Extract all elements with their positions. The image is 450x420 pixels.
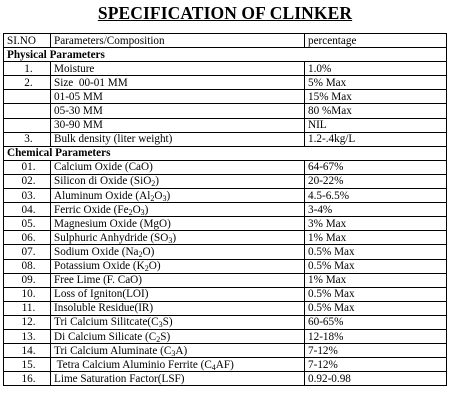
row-number: 11. xyxy=(4,301,51,315)
row-parameter: Tetra Calcium Aluminio Ferrite $(C_4AF)$ xyxy=(51,358,305,372)
row-number xyxy=(4,104,51,118)
row-number: 09. xyxy=(4,273,51,287)
row-parameter: Calcium Oxide (CaO) xyxy=(51,160,305,174)
table-row xyxy=(4,132,447,146)
header-percentage: percentage xyxy=(305,34,447,48)
header-parameters: Parameters/Composition xyxy=(51,34,305,48)
row-parameter: Tri Calcium $Silitcate(C_3S)$ xyxy=(51,315,305,329)
section-heading-physical: Physical Parameters xyxy=(4,48,447,62)
row-percentage: 0.5% Max xyxy=(305,245,447,259)
table-row xyxy=(4,245,447,259)
row-number: 15. xyxy=(4,358,51,372)
row-parameter: 05-30 MM xyxy=(51,104,305,118)
table-row xyxy=(4,174,447,188)
row-number: 13. xyxy=(4,329,51,343)
row-percentage: 1.0% xyxy=(305,62,447,76)
header-sno: SI.NO xyxy=(4,34,51,48)
table-row xyxy=(4,231,447,245)
row-percentage: 60-65% xyxy=(305,315,447,329)
row-percentage: 1% Max xyxy=(305,273,447,287)
table-row xyxy=(4,203,447,217)
row-parameter: Bulk density (liter weight) xyxy=(51,132,305,146)
row-percentage: 0.5% Max xyxy=(305,287,447,301)
row-percentage: 20-22% xyxy=(305,174,447,188)
section-row-chemical xyxy=(4,146,447,160)
specification-table xyxy=(3,33,447,386)
row-parameter: Di Calcium Silicate $(C_2S)$ xyxy=(51,329,305,343)
row-percentage: 64-67% xyxy=(305,160,447,174)
row-percentage: 0.5% Max xyxy=(305,301,447,315)
row-parameter: 01-05 MM xyxy=(51,90,305,104)
row-parameter: 30-90 MM xyxy=(51,118,305,132)
chemical-rows xyxy=(4,160,447,386)
row-percentage: 15% Max xyxy=(305,90,447,104)
row-number xyxy=(4,118,51,132)
row-percentage: 0.92-0.98 xyxy=(305,372,447,386)
row-parameter: Loss of Igniton(LOI) xyxy=(51,287,305,301)
row-number: 07. xyxy=(4,245,51,259)
table-row xyxy=(4,62,447,76)
row-parameter: Size 00-01 MM xyxy=(51,76,305,90)
table-row xyxy=(4,259,447,273)
row-number: 03. xyxy=(4,189,51,203)
row-number: 16. xyxy=(4,372,51,386)
row-parameter: Ferric Oxide $(Fe_2O_3)$ xyxy=(51,203,305,217)
row-number: 3. xyxy=(4,132,51,146)
table-row xyxy=(4,372,447,386)
table-row xyxy=(4,104,447,118)
row-number: 06. xyxy=(4,231,51,245)
section-heading-chemical: Chemical Parameters xyxy=(4,146,447,160)
section-row-physical xyxy=(4,48,447,62)
row-percentage: 3-4% xyxy=(305,203,447,217)
row-number: 05. xyxy=(4,217,51,231)
table-row xyxy=(4,160,447,174)
row-parameter: Tri Calcium Aluminate $(C_3A)$ xyxy=(51,344,305,358)
row-percentage: 3% Max xyxy=(305,217,447,231)
row-number: 02. xyxy=(4,174,51,188)
table-header-row xyxy=(4,34,447,48)
table-row xyxy=(4,90,447,104)
table-row xyxy=(4,217,447,231)
table-row xyxy=(4,344,447,358)
row-percentage: 1% Max xyxy=(305,231,447,245)
row-parameter: Silicon di Oxide (SiO$_2$) xyxy=(51,174,305,188)
row-number: 01. xyxy=(4,160,51,174)
row-parameter: Potassium Oxide $(K_2O)$ xyxy=(51,259,305,273)
table-row xyxy=(4,301,447,315)
table-row xyxy=(4,315,447,329)
row-percentage: 7-12% xyxy=(305,358,447,372)
row-parameter: Lime Saturation Factor(LSF) xyxy=(51,372,305,386)
table-row xyxy=(4,189,447,203)
row-number: 10. xyxy=(4,287,51,301)
row-number: 2. xyxy=(4,76,51,90)
row-percentage: 4.5-6.5% xyxy=(305,189,447,203)
row-number: 14. xyxy=(4,344,51,358)
row-percentage: 7-12% xyxy=(305,344,447,358)
row-parameter: Magnesium Oxide (MgO) xyxy=(51,217,305,231)
table-row xyxy=(4,329,447,343)
table-row xyxy=(4,118,447,132)
row-number: 1. xyxy=(4,62,51,76)
row-parameter: Moisture xyxy=(51,62,305,76)
row-percentage: 0.5% Max xyxy=(305,259,447,273)
row-percentage: 80 %Max xyxy=(305,104,447,118)
row-parameter: Insoluble Residue(IR) xyxy=(51,301,305,315)
row-number xyxy=(4,90,51,104)
row-parameter: Sodium Oxide $(Na_2O)$ xyxy=(51,245,305,259)
table-row xyxy=(4,273,447,287)
row-number: 04. xyxy=(4,203,51,217)
row-percentage: 12-18% xyxy=(305,329,447,343)
row-percentage: 1.2-.4kg/L xyxy=(305,132,447,146)
row-parameter: Free Lime (F. CaO) xyxy=(51,273,305,287)
row-number: 08. xyxy=(4,259,51,273)
table-row xyxy=(4,76,447,90)
table-row xyxy=(4,287,447,301)
row-percentage: NIL xyxy=(305,118,447,132)
row-percentage: 5% Max xyxy=(305,76,447,90)
row-parameter: Aluminum Oxide $(Al_2O_3)$ xyxy=(51,189,305,203)
table-row xyxy=(4,358,447,372)
row-number: 12. xyxy=(4,315,51,329)
document-title: SPECIFICATION OF CLINKER xyxy=(97,3,353,23)
row-parameter: Sulphuric Anhydride $(SO_3)$ xyxy=(51,231,305,245)
